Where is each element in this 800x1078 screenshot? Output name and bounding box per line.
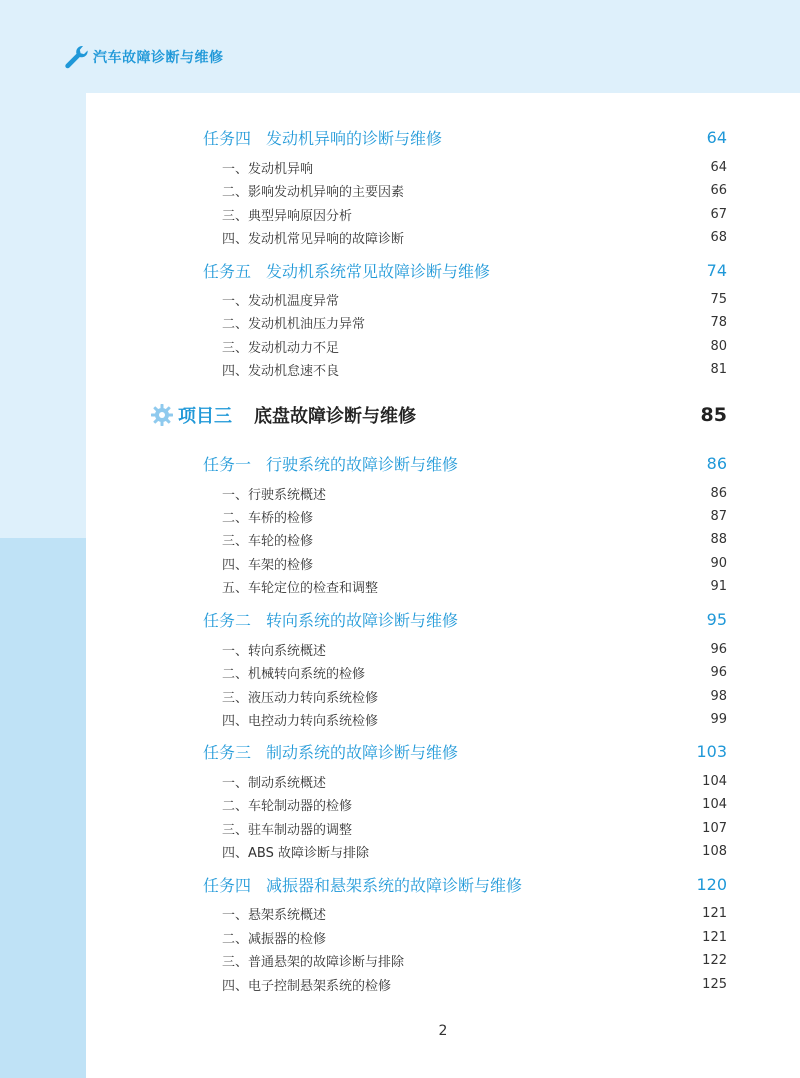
toc-item-page-number: 66: [710, 182, 727, 198]
toc-item-label: 二、机械转向系统的检修: [222, 666, 366, 682]
toc-item-label: 二、影响发动机异响的主要因素: [222, 184, 405, 200]
task-title: 发动机系统常见故障诊断与维修: [266, 261, 491, 281]
toc-item: [222, 311, 727, 333]
task-entry: [203, 450, 727, 476]
toc-item: [222, 358, 727, 380]
toc-page: [86, 93, 800, 1078]
toc-item-page-number: 96: [710, 664, 727, 680]
toc-item: [222, 226, 727, 248]
task-title: 行驶系统的故障诊断与维修: [266, 454, 459, 474]
toc-item-page-number: 88: [710, 531, 727, 547]
toc-item: [222, 203, 727, 225]
toc-item-page-number: 108: [702, 843, 727, 859]
toc-item-label: 三、典型异响原因分析: [222, 208, 353, 224]
toc-item-page-number: 121: [702, 905, 727, 921]
toc-item: [222, 793, 727, 815]
toc-item-page-number: 80: [710, 338, 727, 354]
toc-item: [222, 708, 727, 730]
toc-item-page-number: 64: [710, 159, 727, 175]
toc-item-page-number: 67: [710, 206, 727, 222]
toc-item-page-number: 96: [710, 641, 727, 657]
toc-item-label: 四、ABS 故障诊断与排除: [222, 845, 369, 861]
toc-item-label: 四、车架的检修: [222, 557, 314, 573]
toc-item-page-number: 99: [710, 711, 727, 727]
task-title: 转向系统的故障诊断与维修: [266, 610, 459, 630]
toc-item-label: 二、车轮制动器的检修: [222, 798, 353, 814]
task-entry: [203, 124, 727, 150]
task-entry: [203, 738, 727, 764]
toc-item-label: 四、电子控制悬架系统的检修: [222, 978, 392, 994]
page-number: 2: [438, 1023, 448, 1039]
toc-item-label: 三、车轮的检修: [222, 533, 314, 549]
toc-item-page-number: 90: [710, 555, 727, 571]
project-page-number: 85: [700, 404, 727, 426]
toc-item-page-number: 68: [710, 229, 727, 245]
task-title: 发动机异响的诊断与维修: [266, 128, 443, 148]
toc-item: [222, 528, 727, 550]
task-page-number: 95: [706, 609, 727, 629]
task-number: 任务五: [203, 261, 252, 281]
task-entry: [203, 257, 727, 283]
toc-item-label: 一、行驶系统概述: [222, 487, 327, 503]
toc-item: [222, 661, 727, 683]
task-page-number: 64: [706, 127, 727, 147]
toc-item-page-number: 98: [710, 688, 727, 704]
book-title: 汽车故障诊断与维修: [93, 50, 224, 66]
toc-item-page-number: 104: [702, 796, 727, 812]
toc-item-page-number: 104: [702, 773, 727, 789]
task-number: 任务一: [203, 454, 252, 474]
toc-item-label: 三、发动机动力不足: [222, 340, 340, 356]
task-number: 任务四: [203, 128, 252, 148]
toc-item: [222, 505, 727, 527]
toc-item: [222, 482, 727, 504]
task-page-number: 86: [706, 453, 727, 473]
task-number: 任务三: [203, 742, 252, 762]
task-page-number: 103: [696, 741, 727, 761]
task-page-number: 120: [696, 874, 727, 894]
toc-item-label: 四、发动机常见异响的故障诊断: [222, 231, 405, 247]
toc-item: [222, 552, 727, 574]
toc-item-page-number: 81: [710, 361, 727, 377]
toc-item-label: 三、驻车制动器的调整: [222, 822, 353, 838]
toc-item: [222, 638, 727, 660]
toc-item-page-number: 91: [710, 578, 727, 594]
task-title: 制动系统的故障诊断与维修: [266, 742, 459, 762]
wrench-icon: [62, 43, 90, 71]
task-number: 任务二: [203, 610, 252, 630]
toc-item-page-number: 75: [710, 291, 727, 307]
toc-item: [222, 902, 727, 924]
toc-item: [222, 840, 727, 862]
toc-item-label: 三、普通悬架的故障诊断与排除: [222, 954, 405, 970]
toc-item-label: 一、制动系统概述: [222, 775, 327, 791]
toc-item: [222, 179, 727, 201]
toc-item: [222, 949, 727, 971]
toc-item: [222, 770, 727, 792]
toc-item-page-number: 86: [710, 485, 727, 501]
toc-item-label: 一、悬架系统概述: [222, 907, 327, 923]
toc-item-page-number: 87: [710, 508, 727, 524]
toc-item: [222, 926, 727, 948]
gear-icon: [150, 403, 174, 427]
toc-item-label: 一、发动机温度异常: [222, 293, 340, 309]
toc-item-page-number: 121: [702, 929, 727, 945]
toc-item: [222, 575, 727, 597]
task-number: 任务四: [203, 875, 252, 895]
toc-item-label: 二、发动机机油压力异常: [222, 316, 366, 332]
toc-item-page-number: 78: [710, 314, 727, 330]
task-page-number: 74: [706, 260, 727, 280]
toc-item-label: 二、车桥的检修: [222, 510, 314, 526]
task-title: 减振器和悬架系统的故障诊断与维修: [266, 875, 523, 895]
toc-item: [222, 817, 727, 839]
toc-item-page-number: 125: [702, 976, 727, 992]
toc-item-page-number: 107: [702, 820, 727, 836]
toc-item-label: 一、发动机异响: [222, 161, 314, 177]
toc-item: [222, 156, 727, 178]
toc-item-label: 三、液压动力转向系统检修: [222, 690, 379, 706]
project-title: 底盘故障诊断与维修: [254, 406, 416, 427]
left-margin-band-light: [0, 93, 86, 538]
toc-item-label: 二、减振器的检修: [222, 931, 327, 947]
toc-item: [222, 685, 727, 707]
toc-item: [222, 288, 727, 310]
task-entry: [203, 606, 727, 632]
toc-item: [222, 335, 727, 357]
project-entry: [150, 399, 727, 431]
running-header: [62, 42, 224, 72]
left-margin-band-dark: [0, 538, 86, 1078]
toc-item-label: 一、转向系统概述: [222, 643, 327, 659]
toc-item-label: 五、车轮定位的检查和调整: [222, 580, 379, 596]
toc-item-label: 四、发动机怠速不良: [222, 363, 340, 379]
toc-item-page-number: 122: [702, 952, 727, 968]
toc-item: [222, 973, 727, 995]
task-entry: [203, 871, 727, 897]
toc-item-label: 四、电控动力转向系统检修: [222, 713, 379, 729]
project-number: 项目三: [178, 406, 232, 427]
